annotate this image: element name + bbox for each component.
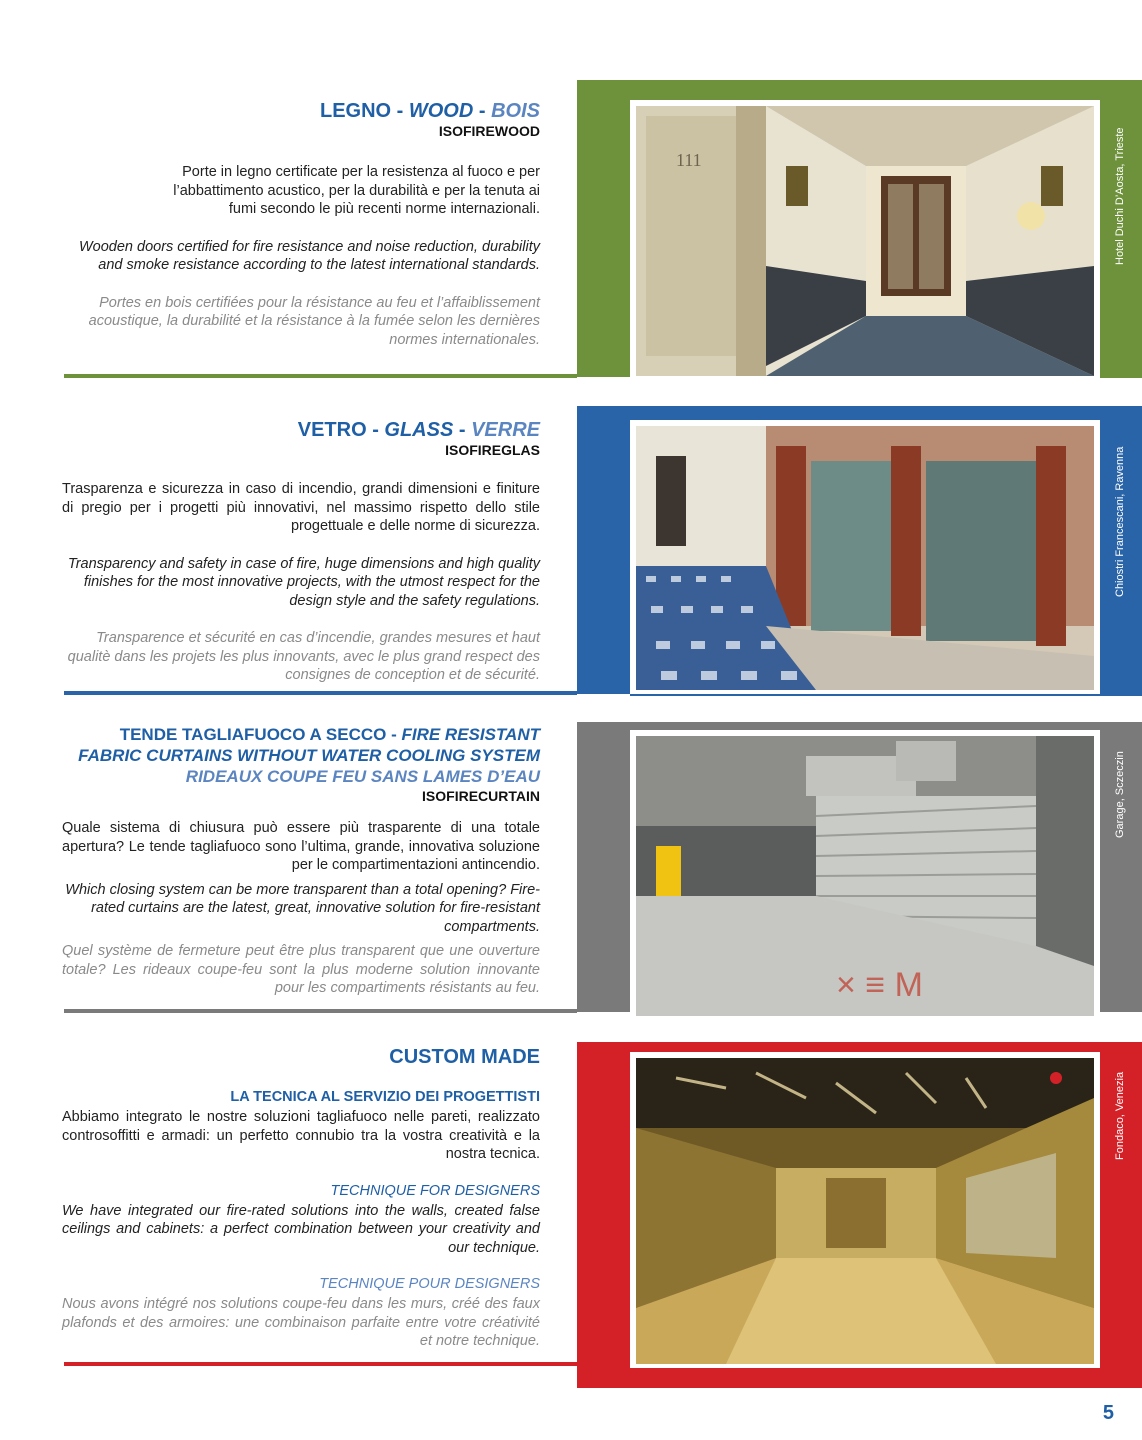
custom-text-it: Abbiamo integrato le nostre soluzioni tagliafuoco nelle pareti, realizzato controsoffitti e armadi: un perfetto connubio tra la vostra creatività e la nostra tecnica. xyxy=(62,1109,540,1162)
curtain-title-fr: RIDEAUX COUPE FEU SANS LAMES D’EAU xyxy=(185,767,540,786)
wood-corridor-photo xyxy=(636,106,1094,376)
wood-product: ISOFIREWOOD xyxy=(438,123,540,139)
wood-text-en: Wooden doors certified for fire resistance and noise reduction, durability and smoke resistance according to the latest international standards. xyxy=(78,238,540,273)
custom-title: CUSTOM MADE xyxy=(389,1046,540,1068)
custom-text-fr: Nous avons intégré nos solutions coupe-feu dans les murs, créé des faux plafonds et des armoires: une combinaison parfaite entre votre créativité et notre technique. xyxy=(62,1296,540,1349)
curtain-garage-photo xyxy=(636,736,1094,1016)
glass-text-it: Trasparenza e sicurezza in caso di incendio, grandi dimensioni e finiture di pregio per i progetti più innovativi, nel massimo rispetto dello stile progettuale e delle norme di sicurezza. xyxy=(62,481,540,534)
glass-title xyxy=(62,419,540,441)
wood-text xyxy=(62,100,540,349)
glass-title-fr: VERRE xyxy=(471,419,540,441)
custom-text-en: We have integrated our fire-rated solutions into the walls, created false ceilings and cabinets: a perfect combination between your creativity and our technique. xyxy=(62,1202,540,1256)
wood-title-it: LEGNO - xyxy=(319,100,409,122)
page-number: 5 xyxy=(1102,1402,1114,1424)
divider-line-1 xyxy=(577,377,630,380)
wood-title-sep: - xyxy=(473,100,492,122)
glass-title-sep: - xyxy=(453,419,472,441)
curtain-text-it: Quale sistema di chiusura può essere più trasparente di una totale apertura? Le tende tagliafuoco sono l’ultima, grande, innovativa soluzione per le compartimentazioni antincendio. xyxy=(62,820,540,873)
custom-subtitle-fr: TECHNIQUE POUR DESIGNERS xyxy=(319,1276,540,1292)
divider-line-2 xyxy=(577,694,630,697)
curtain-title-it: TENDE TAGLIAFUOCO A SECCO - xyxy=(119,725,402,744)
wood-rule xyxy=(64,374,577,378)
glass-caption: Chiostri Francescani, Ravenna xyxy=(1114,446,1126,597)
glass-text xyxy=(62,419,540,685)
custom-text xyxy=(62,1046,540,1351)
glass-title-en: GLASS xyxy=(384,419,454,441)
custom-subtitle-it: LA TECNICA AL SERVIZIO DEI PROGETTISTI xyxy=(230,1089,540,1105)
curtain-title xyxy=(62,724,540,766)
glass-text-fr: Transparence et sécurité en cas d’incendie, grandes mesures et haut qualitè dans les projets les plus innovants, avec le plus grand respect des consignes de conception et de sécurité. xyxy=(67,630,540,683)
custom-rule xyxy=(64,1362,577,1366)
custom-caption: Fondaco, Venezia xyxy=(1114,1071,1126,1160)
curtain-caption: Garage, Sczeczin xyxy=(1114,751,1126,838)
glass-text-en: Transparency and safety in case of fire, huge dimensions and high quality finishes for the most innovative projects, with the utmost respect for the design style and the safety regulations. xyxy=(67,555,540,609)
wood-title-fr: BOIS xyxy=(491,100,540,122)
custom-subtitle-en: TECHNIQUE FOR DESIGNERS xyxy=(330,1182,540,1199)
curtain-product: ISOFIRECURTAIN xyxy=(422,788,540,804)
svg-text:× ≡ M: × ≡ M xyxy=(836,966,923,1004)
wood-title-en: WOOD xyxy=(408,100,474,122)
curtain-text-en: Which closing system can be more transparent than a total opening? Fire-rated curtains are the latest, great, innovative solution for fire-resistant compartments. xyxy=(65,881,540,935)
glass-rule xyxy=(64,691,577,695)
curtain-text-fr: Quel système de fermeture peut être plus transparent que une ouverture totale? Les rideaux coupe-feu sont la plus moderne solution innovante pour les compartiments résistants au feu. xyxy=(62,943,540,996)
svg-text:111: 111 xyxy=(676,150,702,170)
glass-product: ISOFIREGLAS xyxy=(445,442,540,458)
glass-cloister-photo xyxy=(636,426,1094,690)
curtain-rule xyxy=(64,1009,577,1013)
divider-line-3 xyxy=(577,1012,630,1015)
wood-text-it: Porte in legno certificate per la resistenza al fuoco e per l’abbattimento acustico, per la durabilità e per la tenuta ai fumi secondo le più recenti norme internazionali. xyxy=(173,164,540,217)
glass-title-it: VETRO - xyxy=(297,419,385,441)
custom-fondaco-photo xyxy=(636,1058,1094,1364)
curtain-text xyxy=(62,724,540,998)
wood-title xyxy=(62,100,540,122)
wood-caption: Hotel Duchi D’Aosta, Trieste xyxy=(1114,127,1126,265)
curtain-title-en: FIRE RESISTANT FABRIC CURTAINS WITHOUT WATER COOLING SYSTEM xyxy=(78,725,540,765)
wood-text-fr: Portes en bois certifiées pour la résistance au feu et l’affaiblissement acoustique, la durabilité et la résistance à la fumée selon les dernières normes internationales. xyxy=(88,294,540,348)
